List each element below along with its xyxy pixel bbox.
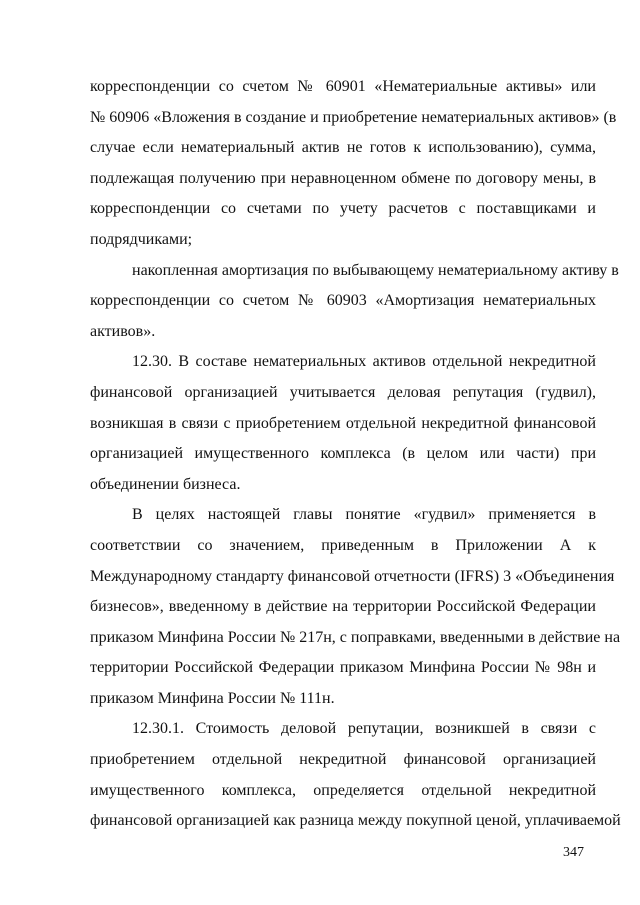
text-line: объединении бизнеса. xyxy=(90,475,241,493)
document-body xyxy=(90,76,621,841)
text-line: Международному стандарту финансовой отчетности (IFRS) 3 «Объединения xyxy=(90,567,615,585)
text-line: № 60906 «Вложения в создание и приобретение нематериальных активов» (в xyxy=(90,108,617,126)
paragraph xyxy=(90,504,621,718)
text-line: активов». xyxy=(90,322,156,340)
text-line: подлежащая получению при неравноценном обмене по договору мены, в xyxy=(90,169,596,187)
text-line: накопленная амортизация по выбывающему нематериальному активу в xyxy=(132,261,619,279)
text-line: имущественного комплекса, определяется отдельной некредитной xyxy=(90,781,596,799)
text-line: бизнесов», введенному в действие на территории Российской Федерации xyxy=(90,598,596,616)
text-line: финансовой организацией учитывается деловая репутация (гудвил), xyxy=(90,383,596,401)
text-line: территории Российской Федерации приказом Минфина России № 98н и xyxy=(90,659,596,677)
text-line: приобретением отдельной некредитной финансовой организацией xyxy=(90,751,596,769)
text-line: случае если нематериальный актив не готов к использованию), сумма, xyxy=(90,139,596,157)
paragraph xyxy=(90,718,621,840)
page-number: 347 xyxy=(563,845,584,860)
text-line: корреспонденции со счетом № 60903 «Амортизация нематериальных xyxy=(90,292,596,310)
text-line: приказом Минфина России № 111н. xyxy=(90,689,335,707)
paragraph xyxy=(90,260,619,352)
text-line: корреспонденции со счетом № 60901 «Нематериальные активы» или xyxy=(90,78,596,95)
text-line: 12.30. В составе нематериальных активов отдельной некредитной xyxy=(132,353,596,371)
text-line: финансовой организацией как разница между покупной ценой, уплачиваемой xyxy=(90,812,621,830)
text-line: подрядчиками; xyxy=(90,230,193,248)
text-line: 12.30.1. Стоимость деловой репутации, возникшей в связи с xyxy=(132,720,596,738)
text-line: приказом Минфина России № 217н, с поправками, введенными в действие на xyxy=(90,628,621,646)
paragraph xyxy=(90,351,596,504)
text-line: соответствии со значением, приведенным в Приложении А к xyxy=(90,536,596,554)
text-line: возникшая в связи с приобретением отдельной некредитной финансовой xyxy=(90,414,596,432)
text-line: организацией имущественного комплекса (в целом или части) при xyxy=(90,445,596,463)
text-line: В целях настоящей главы понятие «гудвил» применяется в xyxy=(132,506,596,524)
paragraph xyxy=(90,76,617,260)
text-line: корреспонденции со счетами по учету расчетов с поставщиками и xyxy=(90,200,596,218)
